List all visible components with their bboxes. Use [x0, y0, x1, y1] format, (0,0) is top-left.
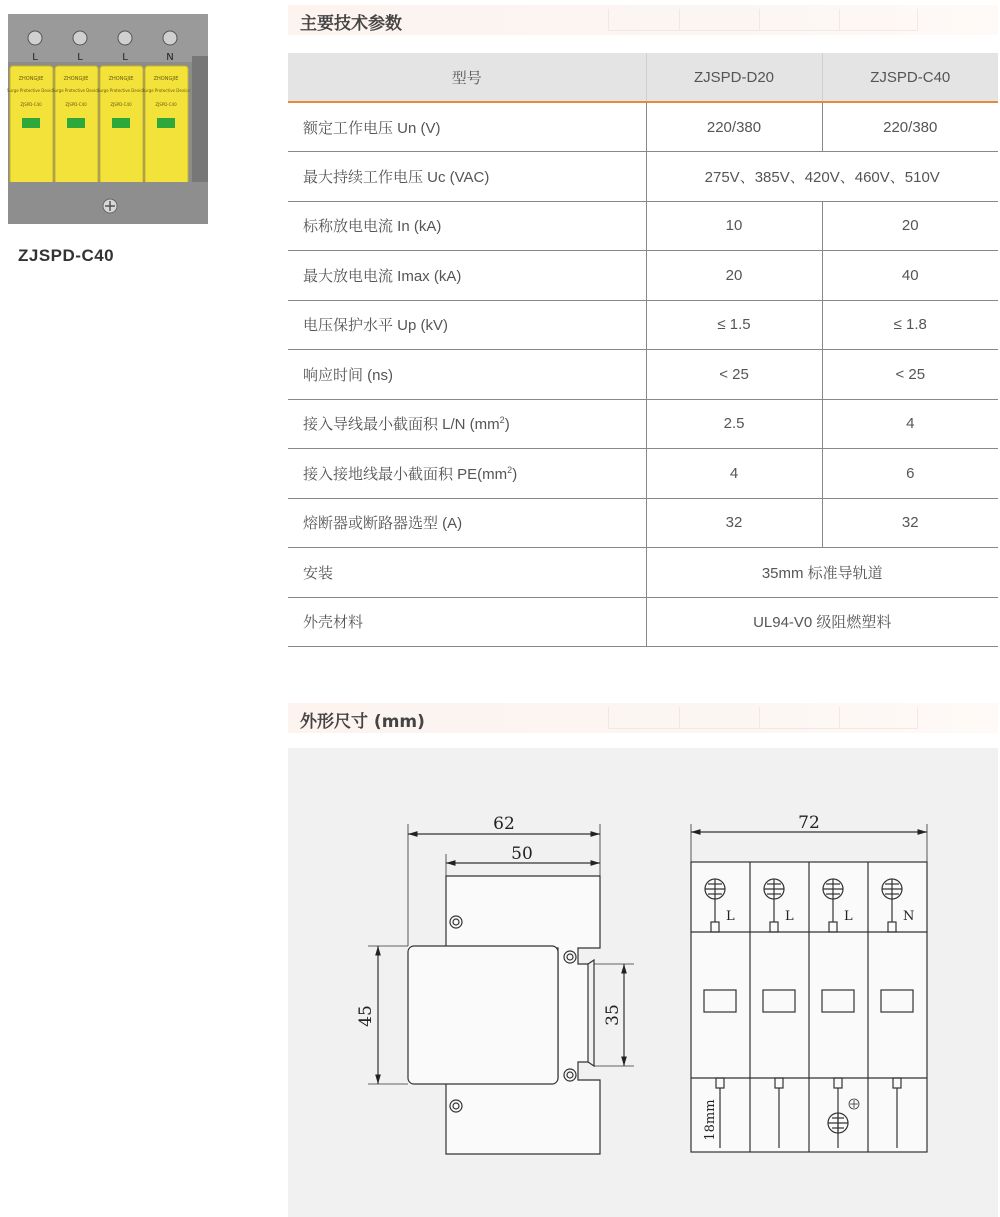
- spec-label: 接入导线最小截面积 L/N $(mm^2)$: [288, 399, 646, 449]
- spec-row: [288, 201, 998, 251]
- spec-row: [288, 300, 998, 350]
- spec-value-c40: ≤ 1.8: [822, 300, 998, 350]
- spec-section-title: 主要技术参数: [300, 14, 402, 34]
- front-terminal-label: L: [785, 909, 794, 924]
- module-name-text: Surge Protective Device: [97, 88, 145, 93]
- spec-row: [288, 548, 998, 598]
- front-terminal-label: L: [844, 909, 853, 924]
- spec-label: 熔断器或断路器选型 (A): [288, 498, 646, 548]
- spec-value-d20: 10: [646, 201, 822, 251]
- header-c40: ZJSPD-C40: [822, 53, 998, 102]
- status-window: [157, 118, 175, 128]
- product-model-label: ZJSPD-C40: [18, 246, 115, 265]
- spec-value-c40: 40: [822, 251, 998, 301]
- side-view: [368, 824, 634, 1154]
- module-model-text: ZJSPD-C40: [65, 102, 87, 107]
- spec-label: 接入接地线最小截面积 $PE(mm^2)$: [288, 449, 646, 499]
- dim-width-body: 50: [511, 844, 533, 864]
- spec-row: [288, 498, 998, 548]
- spec-label: 标称放电电流 In (kA): [288, 201, 646, 251]
- product-image-area: [0, 0, 220, 280]
- terminal-screw: [28, 31, 42, 45]
- spec-row: [288, 102, 998, 152]
- spec-table: [288, 53, 998, 647]
- spec-value-d20: 2.5: [646, 399, 822, 449]
- dimension-drawing-panel: [288, 748, 998, 1217]
- dimension-section-title: 外形尺寸 (mm): [300, 712, 425, 732]
- terminal-label: N: [166, 52, 174, 63]
- terminal-label: L: [122, 52, 128, 63]
- module-model-text: ZJSPD-C40: [155, 102, 177, 107]
- status-window: [22, 118, 40, 128]
- status-window: [67, 118, 85, 128]
- spec-row: [288, 449, 998, 499]
- spec-label: 最大放电电流 Imax (kA): [288, 251, 646, 301]
- module-model-text: ZJSPD-C40: [20, 102, 42, 107]
- spec-value-c40: 6: [822, 449, 998, 499]
- spec-value-d20: 220/380: [646, 102, 822, 152]
- status-window: [112, 118, 130, 128]
- terminal-screw: [118, 31, 132, 45]
- terminal-label: L: [32, 52, 38, 63]
- dim-width-total: 62: [493, 814, 515, 834]
- front-terminal-label: L: [726, 909, 735, 924]
- spec-value-d20: 4: [646, 449, 822, 499]
- spec-value-merged: UL94-V0 级阻燃塑料: [646, 597, 998, 647]
- module-name-text: Surge Protective Device: [7, 88, 55, 93]
- spec-value-d20: < 25: [646, 350, 822, 400]
- spec-label: 额定工作电压 Un (V): [288, 102, 646, 152]
- spec-value-d20: 20: [646, 251, 822, 301]
- spec-row: [288, 251, 998, 301]
- module-name-text: Surge Protective Device: [142, 88, 190, 93]
- front-view: [691, 824, 927, 1152]
- dimension-drawing: [288, 748, 998, 1217]
- spec-value-c40: 220/380: [822, 102, 998, 152]
- spec-label: 最大持续工作电压 Uc (VAC): [288, 152, 646, 202]
- spec-label: 响应时间 (ns): [288, 350, 646, 400]
- dimension-section-header: [288, 703, 998, 733]
- spec-section-header: [288, 5, 998, 35]
- spec-table-header-row: [288, 53, 998, 102]
- dim-front-width: 72: [798, 813, 820, 833]
- spec-row: [288, 399, 998, 449]
- front-terminal-label: N: [903, 909, 915, 924]
- spec-row: [288, 350, 998, 400]
- spec-value-d20: 32: [646, 498, 822, 548]
- title-decoration: [608, 707, 918, 729]
- spec-row: [288, 597, 998, 647]
- spec-label: 安装: [288, 548, 646, 598]
- dim-height: 45: [356, 1005, 376, 1027]
- spec-label: 电压保护水平 Up (kV): [288, 300, 646, 350]
- terminal-screw: [73, 31, 87, 45]
- module-brand-text: ZHONGJIE: [108, 76, 134, 82]
- dim-module-width: 18mm: [703, 1099, 718, 1141]
- header-model: 型号: [288, 53, 646, 102]
- module-brand-text: ZHONGJIE: [18, 76, 44, 82]
- terminal-screw: [163, 31, 177, 45]
- spec-row: [288, 152, 998, 202]
- header-d20: ZJSPD-D20: [646, 53, 822, 102]
- terminal-label: L: [77, 52, 83, 63]
- spec-value-d20: ≤ 1.5: [646, 300, 822, 350]
- module-brand-text: ZHONGJIE: [63, 76, 89, 82]
- spec-label: 外壳材料: [288, 597, 646, 647]
- module-brand-text: ZHONGJIE: [153, 76, 179, 82]
- module-model-text: ZJSPD-C40: [110, 102, 132, 107]
- module-name-text: Surge Protective Device: [52, 88, 100, 93]
- product-photo: [0, 0, 220, 240]
- spec-value-c40: 4: [822, 399, 998, 449]
- title-decoration: [608, 9, 918, 31]
- spec-value-c40: < 25: [822, 350, 998, 400]
- spec-value-merged: 35mm 标准导轨道: [646, 548, 998, 598]
- dim-rail: 35: [603, 1004, 623, 1026]
- spec-value-c40: 32: [822, 498, 998, 548]
- spec-value-c40: 20: [822, 201, 998, 251]
- spec-value-merged: 275V、385V、420V、460V、510V: [646, 152, 998, 202]
